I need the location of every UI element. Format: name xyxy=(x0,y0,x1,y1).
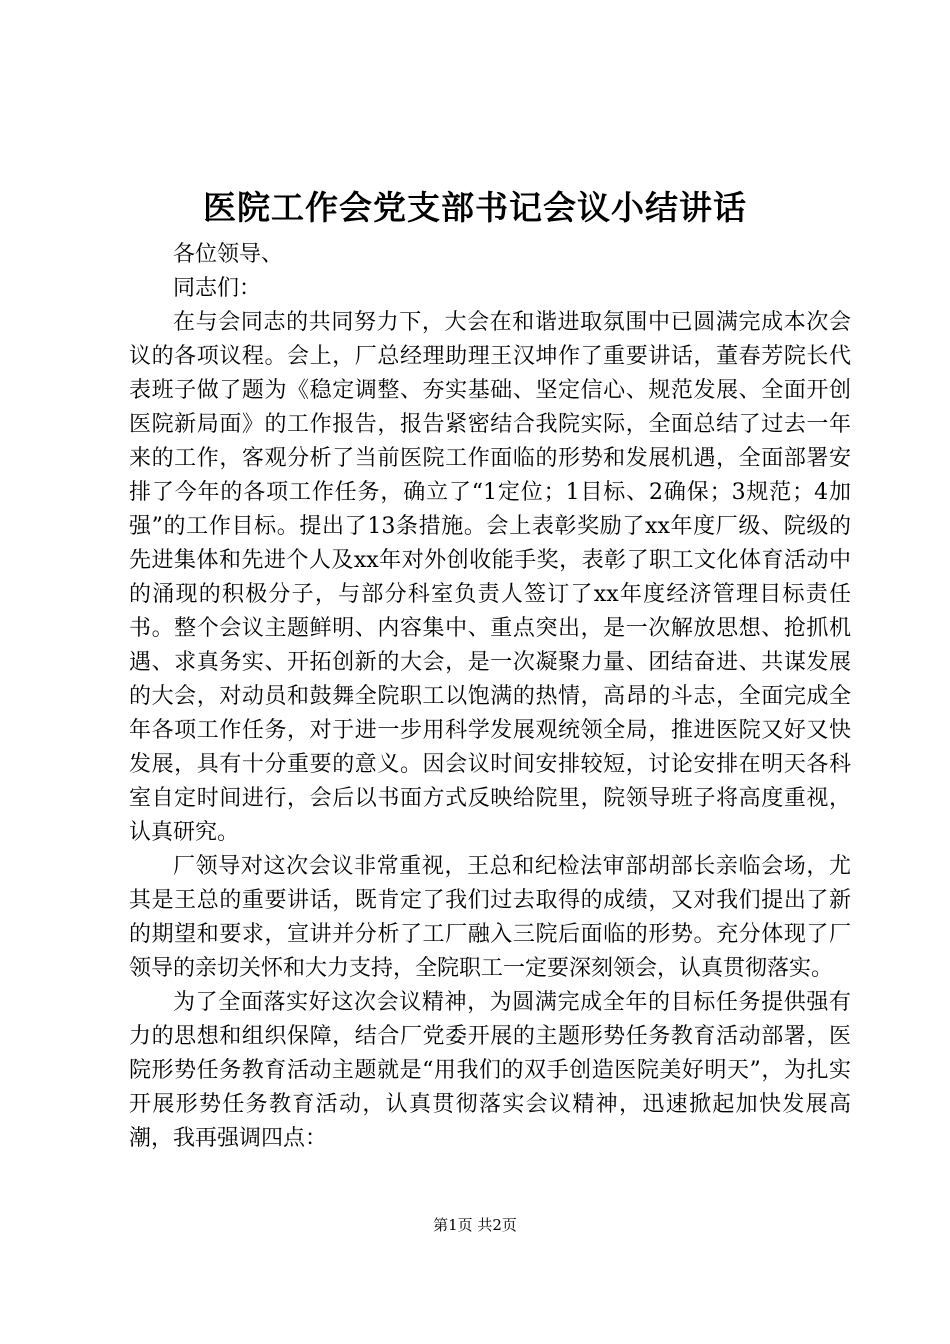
paragraph-implementation: 为了全面落实好这次会议精神，为圆满完成全年的目标任务提供强有力的思想和组织保障，结合厂党委开展的主题形势任务教育活动部署，医院形势任务教育活动主题就是“用我们的双手创造医院美好明天”，为扎实开展形势任务教育活动，认真贯彻落实会议精神，迅速掀起加快发展高潮，我再强调四点： xyxy=(129,990,851,1151)
salutation-comrades: 同志们： xyxy=(173,276,262,301)
paragraph-leadership-attention: 厂领导对这次会议非常重视，王总和纪检法审部胡部长亲临会场，尤其是王总的重要讲话，既肯定了我们过去取得的成绩，又对我们提出了新的期望和要求，宣讲并分析了工厂融入三院后面临的形势。充分体现了厂领导的亲切关怀和大力支持，全院职工一定要深刻领会，认真贯彻落实。 xyxy=(129,854,851,981)
salutation-leaders: 各位领导、 xyxy=(173,242,284,267)
document-body xyxy=(129,238,851,1156)
document-title: 医院工作会党支部书记会议小结讲话 xyxy=(203,188,747,227)
page-footer: 第1页 共2页 xyxy=(433,1216,517,1234)
paragraph-meeting-summary: 在与会同志的共同努力下，大会在和谐进取氛围中已圆满完成本次会议的各项议程。会上，厂总经理助理王汉坤作了重要讲话，董春芳院长代表班子做了题为《稳定调整、夯实基础、坚定信心、规范发展、全面开创医院新局面》的工作报告，报告紧密结合我院实际，全面总结了过去一年来的工作，客观分析了当前医院工作面临的形势和发展机遇，全面部署安排了今年的各项工作任务，确立了“1定位；1目标、2确保；3规范；4加强”的工作目标。提出了13条措施。会上表彰奖励了xx年度厂级、院级的先进集体和先进个人及xx年对外创收能手奖，表彰了职工文化体育活动中的涌现的积极分子，与部分科室负责人签订了xx年度经济管理目标责任书。整个会议主题鲜明、内容集中、重点突出，是一次解放思想、抢抓机遇、求真务实、开拓创新的大会，是一次凝聚力量、团结奋进、共谋发展的大会，对动员和鼓舞全院职工以饱满的热情，高昂的斗志，全面完成全年各项工作任务，对于进一步用科学发展观统领全局，推进医院又好又快发展，具有十分重要的意义。因会议时间安排较短，讨论安排在明天各科室自定时间进行，会后以书面方式反映给院里，院领导班子将高度重视，认真研究。 xyxy=(129,310,851,845)
